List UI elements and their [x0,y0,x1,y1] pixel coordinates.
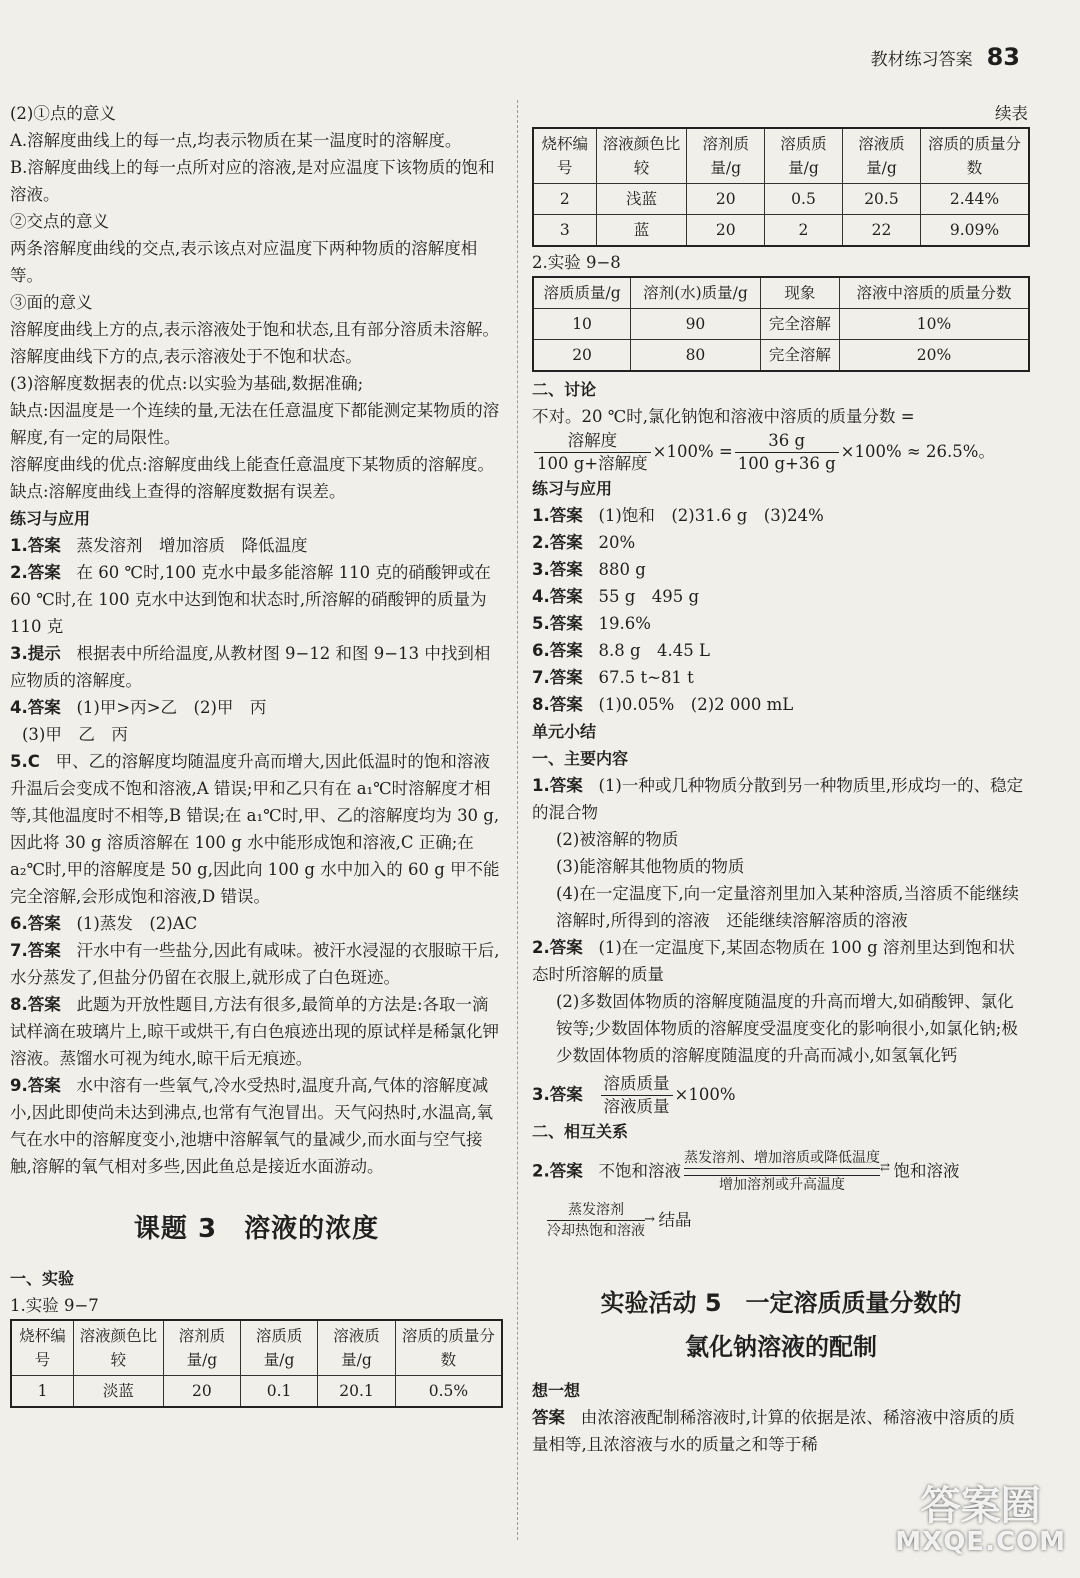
table-cell: 2 [765,215,843,247]
continued-table-note: 续表 [995,104,1028,123]
table-caption: 2.实验 9−8 [532,253,621,272]
answer-item [532,1404,1030,1458]
table-cell: 完全溶解 [760,340,839,372]
table-header: 溶质的质量分数 [395,1320,502,1376]
answer-item [10,748,503,910]
page-header [871,44,1020,74]
relation-left: 不饱和溶液 [598,1161,681,1181]
text-line: 缺点:溶解度曲线上查得的溶解度数据有误差。 [10,482,346,501]
answer-item [532,664,1030,691]
table-cell: 2.44% [921,184,1029,215]
right-column [532,100,1030,1458]
table-header-row [533,277,1029,309]
answer-text: 甲、乙的溶解度均随温度升高而增大,因此低温时的饱和溶液升温后会变成不饱和溶液,A 错误;甲和乙只有在 a₁℃时溶解度才相等,其他温度时不相等,B 错误;在 a₁℃时,甲、乙的溶解度均为 30 g,因此将 30 g 溶质溶解在 100 g 水中能形成饱和溶液,C 正确;在 a₂℃时,甲的溶解度是 50 g,因此向 100 g 水中加入的 60 g 甲不能完全溶解,会形成饱和溶液,D 错误。 [10,752,500,906]
table-header: 溶剂(水)质量/g [631,277,761,309]
experiment-table-1 [10,1319,503,1408]
answer-tag: 7.答案 [532,668,583,687]
section-heading: 练习与应用 [532,479,613,498]
table-header: 溶质质量/g [533,277,631,309]
table-cell: 90 [631,309,761,340]
answer-tag: 2.答案 [10,563,61,582]
activity-title-line: 实验活动 5 一定溶质质量分数的 [600,1289,962,1317]
answer-tag: 7.答案 [10,941,61,960]
answer-text: (1)饱和 (2)31.6 g (3)24% [598,506,824,525]
table-row [533,309,1029,340]
watermark-url: MXQE.COM [895,1527,1066,1557]
table-header: 溶质质量/g [241,1320,318,1376]
fraction [534,430,651,475]
answer-item [532,583,1030,610]
answer-item [10,937,503,991]
text-line: (2)多数固体物质的溶解度随温度的升高而增大,如硝酸钾、氯化铵等;少数固体物质的溶解度受温度变化的影响很小,如氯化钠;极少数固体物质的溶解度随温度的升高而减小,如氢氧化钙 [556,992,1018,1065]
answer-tag: 4.答案 [10,698,61,717]
table-cell: 蓝 [596,215,687,247]
fraction [735,430,839,475]
answer-text: 20% [598,533,636,552]
table-cell: 20 [687,215,765,247]
section-heading: 练习与应用 [10,509,91,528]
answer-text: 由浓溶液配制稀溶液时,计算的依据是浓、稀溶液中溶质的质量相等,且浓溶液与水的质量之和等于稀 [532,1408,1015,1454]
table-header: 现象 [760,277,839,309]
activity-title-line: 氯化钠溶液的配制 [685,1333,877,1361]
answer-tag: 5.答案 [532,614,583,633]
answer-item [10,640,503,694]
section-heading: 二、讨论 [532,380,597,399]
answer-tag: 4.答案 [532,587,583,606]
fraction-numerator: 溶质质量 [601,1073,673,1096]
answer-text: 55 g 495 g [598,587,700,606]
answer-tag: 2.答案 [532,1161,583,1181]
answer-tag: 9.答案 [10,1076,61,1095]
fraction-denominator: 100 g+溶解度 [537,454,648,473]
table-cell: 0.1 [241,1376,318,1408]
text-line: A.溶解度曲线上的每一点,均表示物质在某一温度时的溶解度。 [10,131,462,150]
text-line: (3)溶解度数据表的优点:以实验为基础,数据准确; [10,374,364,393]
single-arrow [547,1201,645,1241]
answer-text: 19.6% [598,614,651,633]
table-cell: 20.1 [318,1376,396,1408]
answer-tag: 6.答案 [532,641,583,660]
table-header: 溶质质量/g [765,128,843,184]
answer-text: (1)0.05% (2)2 000 mL [598,695,794,714]
text-line: (2)被溶解的物质 [556,830,679,849]
lesson-title: 课题 3 溶液的浓度 [133,1214,380,1244]
text-line: (3)甲 乙 丙 [22,725,128,744]
answer-text: 根据表中所给温度,从教材图 9−12 和图 9−13 中找到相应物质的溶解度。 [10,644,491,690]
table-header: 溶液中溶质的质量分数 [839,277,1029,309]
answer-item [532,529,1030,556]
table-row [533,340,1029,372]
table-cell: 20 [687,184,765,215]
watermark-text: 答案圈 [920,1483,1041,1529]
answer-tag: 3.答案 [532,560,583,579]
relation-line [532,1201,1030,1241]
fraction-denominator: 100 g+36 g [737,454,836,473]
answer-text: 汗水中有一些盐分,因此有咸味。被汗水浸湿的衣服晾干后,水分蒸发了,但盐分仍留在衣服上,就形成了白色斑迹。 [10,941,500,987]
left-column [10,100,503,1408]
table-cell: 3 [533,215,596,247]
section-heading: 单元小结 [532,722,597,741]
table-cell: 20% [839,340,1029,372]
arrow-bottom-label: 增加溶剂或升高温度 [719,1177,845,1193]
answer-item [532,502,1030,529]
text-line: ③面的意义 [10,293,93,312]
table-header: 溶剂质量/g [163,1320,240,1376]
table-header: 溶质的质量分数 [921,128,1029,184]
table-cell: 20 [533,340,631,372]
answer-item [532,934,1030,988]
answer-item [532,1073,1030,1118]
answer-item [10,694,503,721]
fraction-denominator: 溶液质量 [603,1097,670,1116]
experiment-table-2 [532,127,1030,247]
table-row [11,1376,502,1408]
table-cell: 2 [533,184,596,215]
table-cell: 浅蓝 [596,184,687,215]
text-line: ②交点的意义 [10,212,109,231]
arrow-top-label: 蒸发溶剂 [568,1202,624,1218]
answer-item [532,610,1030,637]
answer-text: 水中溶有一些氧气,冷水受热时,温度升高,气体的溶解度减小,因此即使尚未达到沸点,也常有气泡冒出。天气闷热时,水温高,氧气在水中的溶解度变小,池塘中溶解氧气的量减少,而水面与空气接触,溶解的氧气相对多些,因此鱼总是接近水面游动。 [10,1076,493,1176]
text-line: 1.实验 9−7 [10,1296,99,1315]
answer-text: 在 60 ℃时,100 克水中最多能溶解 110 克的硝酸钾或在 60 ℃时,在 100 克水中达到饱和状态时,所溶解的硝酸钾的质量为 110 克 [10,563,491,636]
right-arrow-icon [547,1220,645,1222]
table-cell: 22 [842,215,920,247]
experiment-table-3 [532,276,1030,372]
relation-right: 结晶 [658,1210,692,1230]
table-header: 溶液质量/g [842,128,920,184]
formula-result: ×100% ≈ 26.5%。 [840,442,995,461]
table-header: 溶液颜色比较 [74,1320,164,1376]
text-line: 溶解度曲线的优点:溶解度曲线上能查任意温度下某物质的溶解度。 [10,455,495,474]
table-cell: 10% [839,309,1029,340]
watermark-logo [895,1484,1066,1556]
text-line: (2)①点的意义 [10,104,116,123]
fraction-numerator: 溶解度 [534,430,651,453]
table-cell: 20 [163,1376,240,1408]
table-cell: 0.5% [395,1376,502,1408]
text-line: (3)能溶解其他物质的物质 [556,857,745,876]
formula-line [532,430,1030,475]
answer-tag: 3.答案 [532,1085,583,1104]
table-cell: 20.5 [842,184,920,215]
fraction [601,1073,673,1118]
table-header: 溶剂质量/g [687,128,765,184]
relation-right: 饱和溶液 [893,1161,960,1181]
table-header: 溶液质量/g [318,1320,396,1376]
answer-tag: 8.答案 [532,695,583,714]
section-heading: 二、相互关系 [532,1122,629,1141]
answer-item [10,910,503,937]
answer-item [532,556,1030,583]
answer-tag: 5.C [10,752,40,771]
answer-text: 880 g [598,560,646,579]
answer-text: 8.8 g 4.45 L [598,641,710,660]
text-line: B.溶解度曲线上的每一点所对应的溶液,是对应温度下该物质的饱和溶液。 [10,158,495,204]
text-line: 缺点:因温度是一个连续的量,无法在任意温度下都能测定某物质的溶解度,有一定的局限性。 [10,401,500,447]
table-cell: 淡蓝 [74,1376,164,1408]
answer-text: 蒸发溶剂 增加溶质 降低温度 [76,536,308,555]
activity-title [532,1281,1030,1369]
reversible-arrow [684,1149,880,1195]
answer-item [532,1149,1030,1195]
table-header: 烧杯编号 [533,128,596,184]
answer-text: (1)甲>丙>乙 (2)甲 丙 [76,698,267,717]
answer-tag: 1.答案 [532,506,583,525]
table-cell: 9.09% [921,215,1029,247]
answer-text: (1)在一定温度下,某固态物质在 100 g 溶剂里达到饱和状态时所溶解的质量 [532,938,1015,984]
table-row [533,184,1029,215]
table-header: 溶液颜色比较 [596,128,687,184]
double-arrow-icon [684,1168,880,1176]
table-row [533,215,1029,247]
fraction-numerator: 36 g [735,430,839,453]
text-line: 溶解度曲线上方的点,表示溶液处于饱和状态,且有部分溶质未溶解。溶解度曲线下方的点,表示溶液处于不饱和状态。 [10,320,499,366]
section-heading: 一、实验 [10,1269,75,1288]
answer-tag: 2.答案 [532,533,583,552]
answer-tag: 答案 [532,1408,565,1427]
answer-tag: 6.答案 [10,914,61,933]
answer-item [10,1072,503,1180]
column-divider [517,100,518,1540]
answer-text: (1)一种或几种物质分散到另一种物质里,形成均一的、稳定的混合物 [532,776,1024,822]
table-header: 烧杯编号 [11,1320,74,1376]
table-cell: 0.5 [765,184,843,215]
header-label: 教材练习答案 [870,50,973,70]
formula-operator: ×100% = [652,442,733,461]
text-line: 两条溶解度曲线的交点,表示该点对应温度下两种物质的溶解度相等。 [10,239,478,285]
table-header-row [533,128,1029,184]
answer-tag: 1.答案 [10,536,61,555]
answer-item [532,691,1030,718]
answer-item [532,772,1030,826]
page-number: 83 [986,43,1020,71]
table-cell: 完全溶解 [760,309,839,340]
section-heading: 一、主要内容 [532,749,629,768]
table-cell: 10 [533,309,631,340]
answer-tag: 3.提示 [10,644,61,663]
answer-text: 此题为开放性题目,方法有很多,最简单的方法是:各取一滴试样滴在玻璃片上,晾干或烘干,有白色痕迹出现的原试样是稀氯化钾溶液。蒸馏水可视为纯水,晾干后无痕迹。 [10,995,499,1068]
arrow-top-label: 蒸发溶剂、增加溶质或降低温度 [684,1150,880,1166]
answer-item [532,637,1030,664]
table-header-row [11,1320,502,1376]
answer-text: 67.5 t~81 t [598,668,694,687]
text-line: (4)在一定温度下,向一定量溶剂里加入某种溶质,当溶质不能继续溶解时,所得到的溶液 还能继续溶解溶质的溶液 [556,884,1019,930]
answer-tag: 1.答案 [532,776,583,795]
answer-item [10,532,503,559]
answer-item [10,559,503,640]
table-cell: 80 [631,340,761,372]
arrow-bottom-label: 冷却热饱和溶液 [547,1223,645,1239]
answer-tag: 2.答案 [532,938,583,957]
answer-item [10,991,503,1072]
table-cell: 1 [11,1376,74,1408]
text-line: 不对。20 ℃时,氯化钠饱和溶液中溶质的质量分数 = [532,407,915,426]
answer-tag: 8.答案 [10,995,61,1014]
answer-text: (1)蒸发 (2)AC [76,914,198,933]
section-heading: 想一想 [532,1381,581,1400]
formula-operator: ×100% [674,1085,736,1104]
